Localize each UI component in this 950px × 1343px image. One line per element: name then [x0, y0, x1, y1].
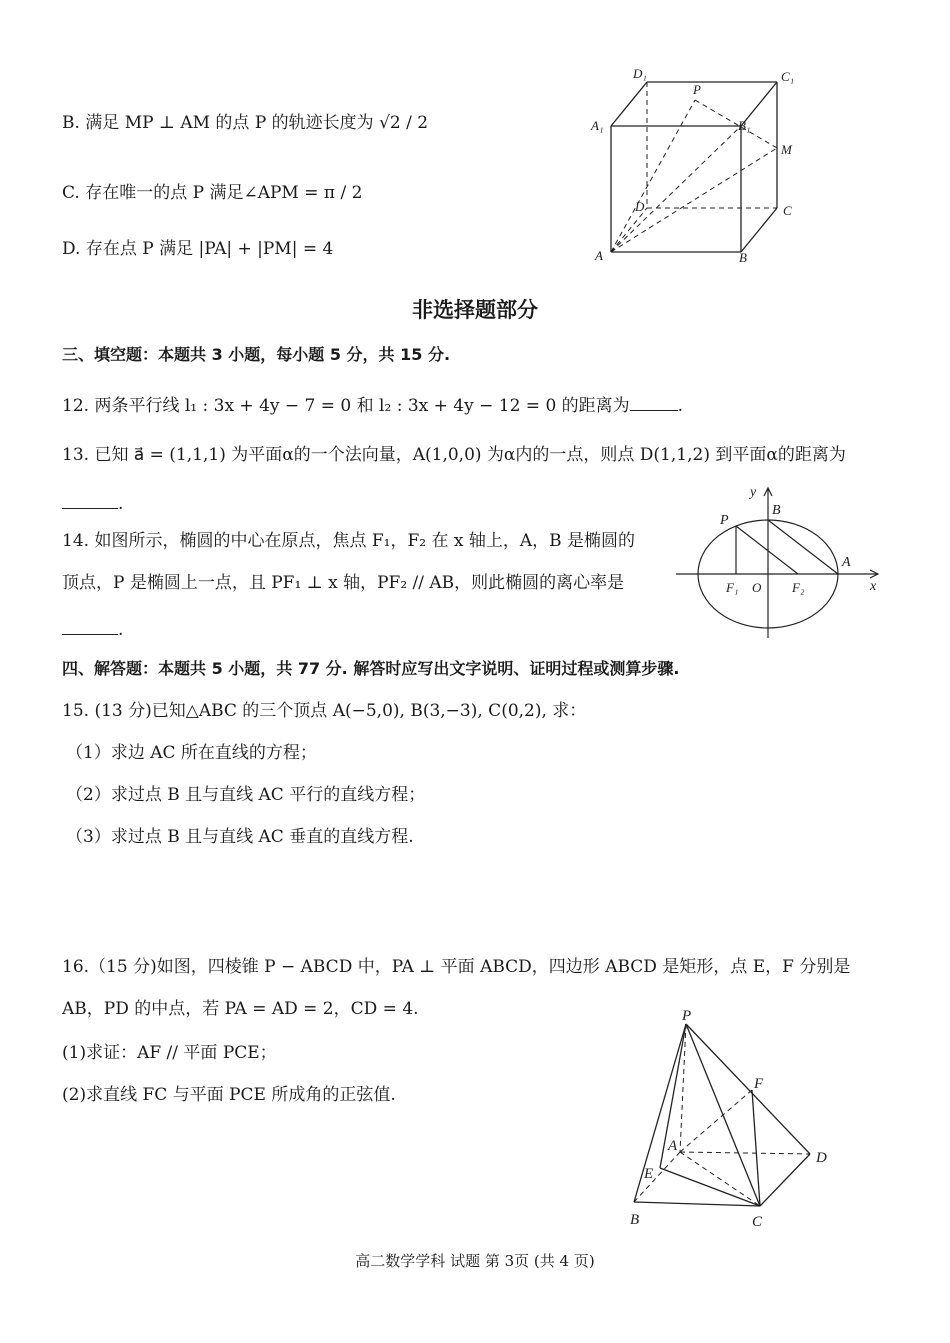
question-15-part3: （3）求过点 B 且与直线 AC 垂直的直线方程. [66, 827, 414, 847]
label-pyramid-d: D [816, 1150, 827, 1166]
label-d: D [635, 199, 645, 214]
question-16-part2: (2)求直线 FC 与平面 PCE 所成角的正弦值. [62, 1085, 396, 1105]
question-14-line1: 14. 如图所示，椭圆的中心在原点，焦点 F₁，F₂ 在 x 轴上，A，B 是椭圆的 [62, 531, 636, 551]
pyramid-figure [620, 1002, 840, 1232]
edge-ad-hidden [611, 208, 647, 252]
label-p: P [693, 82, 701, 97]
label-b1: B₁ [738, 118, 751, 133]
question-16-line2: AB，PD 的中点，若 PA = AD = 2，CD = 4. [62, 999, 419, 1019]
edge-bc [741, 208, 777, 252]
label-pyramid-c: C [752, 1214, 763, 1230]
answer-blank-14 [62, 618, 118, 635]
label-f1: F₁ [726, 580, 739, 595]
edge-cd [760, 1154, 810, 1206]
option-c: C. 存在唯一的点 P 满足∠APM = π / 2 [62, 183, 363, 203]
answer-blank-13 [62, 492, 118, 509]
edge-ad-hidden [680, 1152, 810, 1154]
option-b: B. 满足 MP ⊥ AM 的点 P 的轨迹长度为 √2 / 2 [62, 113, 429, 133]
question-16-part1: (1)求证：AF // 平面 PCE； [62, 1043, 277, 1063]
section4-heading: 四、解答题：本题共 5 小题，共 77 分. 解答时应写出文字说明、证明过程或测算步骤. [62, 659, 680, 678]
question-15-part1: （1）求边 AC 所在直线的方程； [66, 743, 317, 763]
label-pyramid-e: E [644, 1166, 654, 1182]
question-16-line1: 16.（15 分)如图，四棱锥 P − ABCD 中，PA ⊥ 平面 ABCD，四边形 ABCD 是矩形，点 E，F 分别是 [62, 957, 851, 977]
segment-ac-hidden [680, 1152, 760, 1206]
segment-ab [768, 520, 838, 574]
label-ellipse-a: A [842, 555, 851, 570]
edge-pd [686, 1024, 810, 1154]
answer-blank-12 [630, 394, 678, 411]
label-pyramid-f: F [754, 1076, 764, 1092]
label-c1: C₁ [781, 69, 795, 84]
question-13: 13. 已知 a⃗ = (1,1,1) 为平面α的一个法向量，A(1,0,0) 为α内的一点，则点 D(1,1,2) 到平面α的距离为 [62, 445, 846, 465]
question-12-text: 12. 两条平行线 l₁ : 3x + 4y − 7 = 0 和 l₂ : 3x + 4y − 12 = 0 的距离为 [62, 396, 630, 416]
label-b: B [739, 250, 747, 265]
question-12: 12. 两条平行线 l₁ : 3x + 4y − 7 = 0 和 l₂ : 3x + 4y − 12 = 0 的距离为 . [62, 396, 684, 416]
option-d: D. 存在点 P 满足 |PA| + |PM| = 4 [62, 239, 334, 259]
label-a1: A₁ [591, 118, 604, 133]
question-15: 15. (13 分)已知△ABC 的三个顶点 A(−5,0), B(3,−3), C(0,2), 求： [62, 701, 587, 721]
edge-a1d1 [611, 82, 647, 126]
segment-ap [611, 100, 695, 252]
label-m: M [781, 142, 792, 157]
label-ellipse-b: B [772, 503, 781, 518]
cube-figure [585, 62, 805, 272]
question-14-blank-line: . [62, 618, 123, 641]
segment-ec [660, 1168, 760, 1206]
question-14-line2: 顶点，P 是椭圆上一点，且 PF₁ ⊥ x 轴，PF₂ // AB，则此椭圆的离心率是 [62, 573, 625, 593]
label-c: C [783, 203, 792, 218]
ellipse-figure [672, 480, 892, 640]
section3-heading: 三、填空题：本题共 3 小题，每小题 5 分，共 15 分. [62, 345, 451, 364]
label-d1: D₁ [633, 66, 647, 81]
segment-pm [695, 100, 777, 148]
segment-ab1 [611, 126, 741, 252]
label-pyramid-b: B [630, 1212, 640, 1228]
page-footer: 高二数学学科 试题 第 3页 (共 4 页) [355, 1252, 595, 1270]
label-x: x [870, 579, 877, 594]
label-a: A [595, 248, 603, 263]
label-pyramid-a: A [668, 1138, 678, 1154]
label-pyramid-p: P [682, 1008, 692, 1024]
label-ellipse-p: P [720, 513, 729, 528]
segment-pf2 [736, 526, 798, 574]
section-title: 非选择题部分 [412, 298, 538, 322]
question-13-blank-line: . [62, 492, 123, 515]
edge-bc [634, 1202, 760, 1206]
label-o: O [752, 580, 762, 595]
question-15-part2: （2）求过点 B 且与直线 AC 平行的直线方程； [66, 785, 426, 805]
label-y: y [750, 485, 757, 500]
label-f2: F₂ [792, 580, 805, 595]
